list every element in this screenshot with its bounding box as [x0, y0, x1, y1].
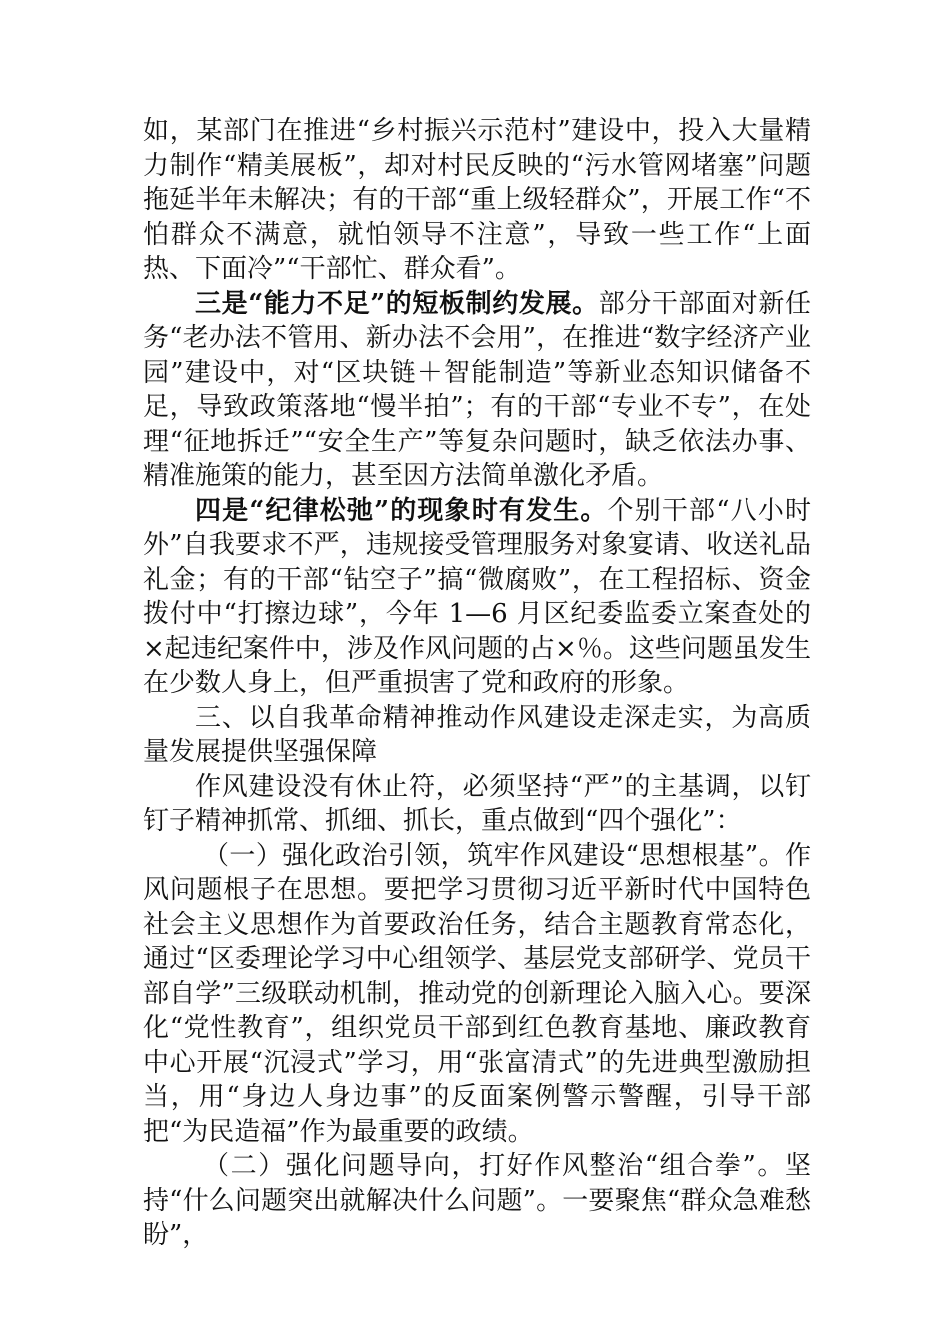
paragraph-1-text: 如，某部门在推进“乡村振兴示范村”建设中，投入大量精力制作“精美展板”，却对村民反映的“污水管网堵塞”问题拖延半年未解决；有的干部“重上级轻群众”，开展工作“不怕群众不满意，就怕领导不注意”，导致一些工作“上面热、下面冷”“干部忙、群众看”。 [143, 116, 811, 284]
paragraph-3-heading: 四是“纪律松弛”的现象时有发生。 [195, 495, 608, 526]
paragraph-7-text: （二）强化问题导向，打好作风整治“组合拳”。坚持“什么问题突出就解决什么问题”。一要聚焦“群众急难愁盼”， [143, 1151, 811, 1250]
paragraph-5 [143, 770, 811, 839]
paragraph-2-heading: 三是“能力不足”的短板制约发展。 [195, 288, 599, 319]
paragraph-3-text: 个别干部“八小时外”自我要求不严，违规接受管理服务对象宴请、收送礼品礼金；有的干部“钻空子”搞“微腐败”，在工程招标、资金拨付中“打擦边球”，今年 1—6 月区纪委监委立案查处的×起违纪案件中，涉及作风问题的占×％。这些问题虽发生在少数人身上，但严重损害了党和政府的形象。 [143, 495, 811, 698]
document-body [143, 114, 811, 1253]
section-heading [143, 701, 811, 770]
paragraph-7 [143, 1149, 811, 1253]
paragraph-6-text: （一）强化政治引领，筑牢作风建设“思想根基”。作风问题根子在思想。要把学习贯彻习近平新时代中国特色社会主义思想作为首要政治任务，结合主题教育常态化，通过“区委理论学习中心组领学、基层党支部研学、党员干部自学”三级联动机制，推动党的创新理论入脑入心。要深化“党性教育”，组织党员干部到红色教育基地、廉政教育中心开展“沉浸式”学习，用“张富清式”的先进典型激励担当，用“身边人身边事”的反面案例警示警醒，引导干部把“为民造福”作为最重要的政绩。 [143, 840, 811, 1147]
paragraph-6 [143, 839, 811, 1150]
paragraph-2-text: 部分干部面对新任务“老办法不管用、新办法不会用”，在推进“数字经济产业园”建设中，对“区块链＋智能制造”等新业态知识储备不足，导致政策落地“慢半拍”；有的干部“专业不专”，在处理“征地拆迁”“安全生产”等复杂问题时，缺乏依法办事、精准施策的能力，甚至因方法简单激化矛盾。 [143, 288, 811, 491]
paragraph-5-text: 作风建设没有休止符，必须坚持“严”的主基调，以钉钉子精神抓常、抓细、抓长，重点做到“四个强化”： [143, 771, 811, 836]
paragraph-1 [143, 114, 811, 287]
section-heading-text: 三、以自我革命精神推动作风建设走深走实，为高质量发展提供坚强保障 [143, 702, 811, 767]
paragraph-3 [143, 494, 811, 701]
paragraph-2 [143, 287, 811, 494]
